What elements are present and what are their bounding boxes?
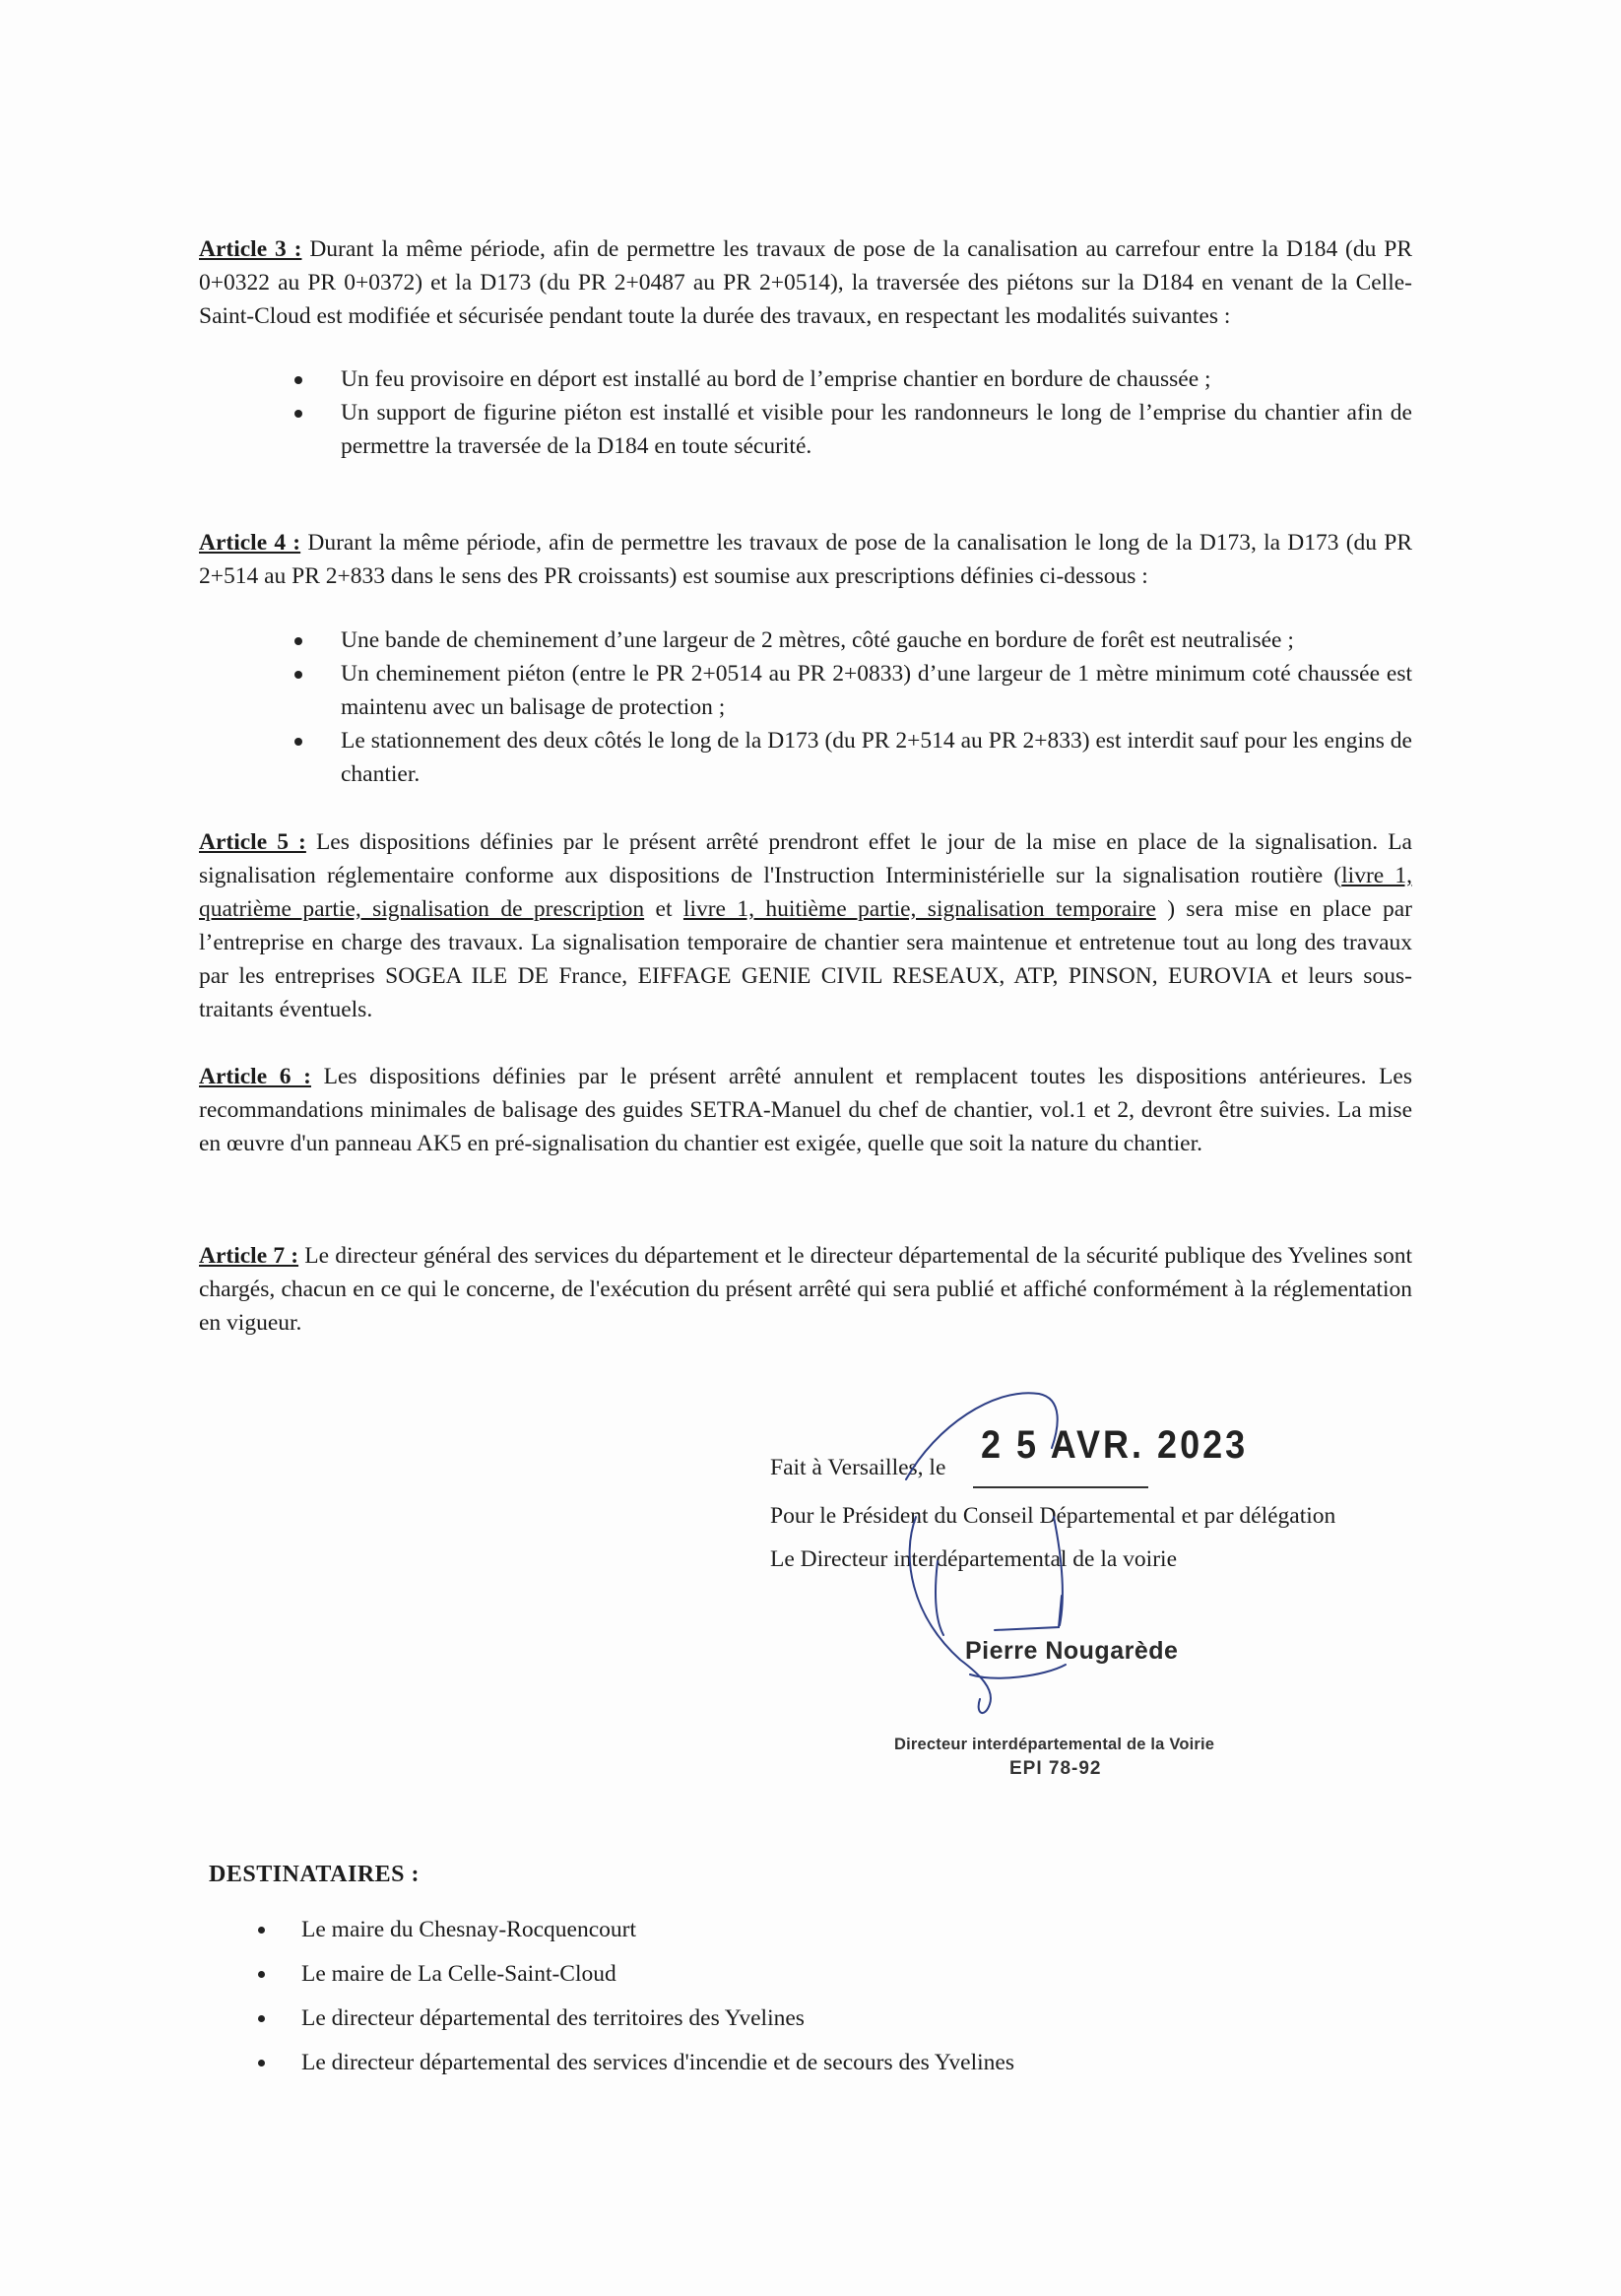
list-item: Une bande de cheminement d’une largeur de 2 mètres, côté gauche en bordure de forêt est neutralisée ;	[341, 623, 1412, 657]
list-item: Le directeur départemental des services d'incendie et de secours des Yvelines	[301, 2041, 1014, 2085]
signatory-name: Pierre Nougarède	[965, 1637, 1179, 1665]
article-4-title: Article 4 :	[199, 530, 301, 556]
bullet-icon	[258, 2015, 265, 2022]
article-4-text: Durant la même période, afin de permettre les travaux de pose de la canalisation le long de la D173, la D173 (du PR 2+514 au PR 2+833 dans le sens des PR croissants) est soumise aux prescriptions définies ci-dessous :	[199, 530, 1412, 589]
article-3-text: Durant la même période, afin de permettre les travaux de pose de la canalisation au carrefour entre la D184 (du PR 0+0322 au PR 0+0372) et la D173 (du PR 2+0487 au PR 2+0514), la traversée des piétons sur la D184 en venant de la Celle-Saint-Cloud est modifiée et sécurisée pendant toute la durée des travaux, en respectant les modalités suivantes :	[199, 236, 1412, 329]
signature-line-2: Le Directeur interdépartemental de la voirie	[770, 1546, 1177, 1572]
reference-link-temporaire: livre 1, huitième partie, signalisation temporaire	[682, 896, 1156, 922]
article-3-title: Article 3 :	[199, 236, 302, 262]
article-5-text-a: Les dispositions définies par le présent arrêté prendront effet le jour de la mise en place de la signalisation. La signalisation réglementaire conforme aux dispositions de l'Instruction Interministérielle sur la signalisation routière (	[199, 829, 1412, 888]
signature-line-1: Pour le Président du Conseil Départemental et par délégation	[770, 1503, 1336, 1529]
stamp-code: EPI 78-92	[1009, 1758, 1102, 1779]
list-item: Un feu provisoire en déport est installé au bord de l’emprise chantier en bordure de chaussée ;	[341, 362, 1412, 396]
article-6-text: Les dispositions définies par le présent arrêté annulent et remplacent toutes les dispositions antérieures. Les recommandations minimales de balisage des guides SETRA-Manuel du chef de chantier, vol.1 et 2, devront être suivies. La mise en œuvre d'un panneau AK5 en pré-signalisation du chantier est exigée, quelle que soit la nature du chantier.	[199, 1064, 1413, 1156]
list-item: Le directeur départemental des territoires des Yvelines	[301, 1997, 1014, 2041]
list-item: Le stationnement des deux côtés le long de la D173 (du PR 2+514 au PR 2+833) est interdit sauf pour les engins de chantier.	[341, 724, 1412, 791]
date-stamp: 2 5 AVR. 2023	[981, 1421, 1249, 1467]
signature-place: Fait à Versailles, le	[770, 1455, 946, 1480]
article-7-text: Le directeur général des services du département et le directeur départemental de la sécurité publique des Yvelines sont chargés, chacun en ce qui le concerne, de l'exécution du présent arrêté qui sera publié et affiché conformément à la réglementation en vigueur.	[199, 1243, 1412, 1336]
bullet-icon	[258, 1927, 265, 1934]
article-5-text-b: et	[644, 896, 683, 922]
article-5-text-c: ) sera mise en place par l’entreprise en charge des travaux. La signalisation temporaire de chantier sera maintenue et entretenue tout au long des travaux par les entreprises SOGEA ILE DE France, EIFFAGE GENIE CIVIL RESEAUX, ATP, PINSON, EUROVIA et leurs sous-traitants éventuels.	[199, 896, 1412, 1022]
article-5-title: Article 5 :	[199, 829, 306, 855]
article-7-title: Article 7 :	[199, 1243, 299, 1269]
article-6-title: Article 6 :	[199, 1064, 311, 1089]
bullet-icon	[258, 1971, 265, 1978]
reference-link-prescription: livre 1, quatrième partie, signalisation de prescription	[199, 863, 1412, 922]
list-item: Un support de figurine piéton est installé et visible pour les randonneurs le long de l’emprise du chantier afin de permettre la traversée de la D184 en toute sécurité.	[341, 396, 1412, 463]
list-item: Le maire de La Celle-Saint-Cloud	[301, 1952, 1014, 1997]
list-item: Un cheminement piéton (entre le PR 2+0514 au PR 2+0833) d’une largeur de 1 mètre minimum coté chaussée est maintenu avec un balisage de protection ;	[341, 657, 1412, 724]
recipients-title: DESTINATAIRES :	[209, 1862, 420, 1887]
recipients-list	[301, 1908, 1014, 2085]
stamp-title: Directeur interdépartemental de la Voirie	[894, 1736, 1215, 1753]
bullet-icon	[258, 2060, 265, 2066]
list-item: Le maire du Chesnay-Rocquencourt	[301, 1908, 1014, 1952]
